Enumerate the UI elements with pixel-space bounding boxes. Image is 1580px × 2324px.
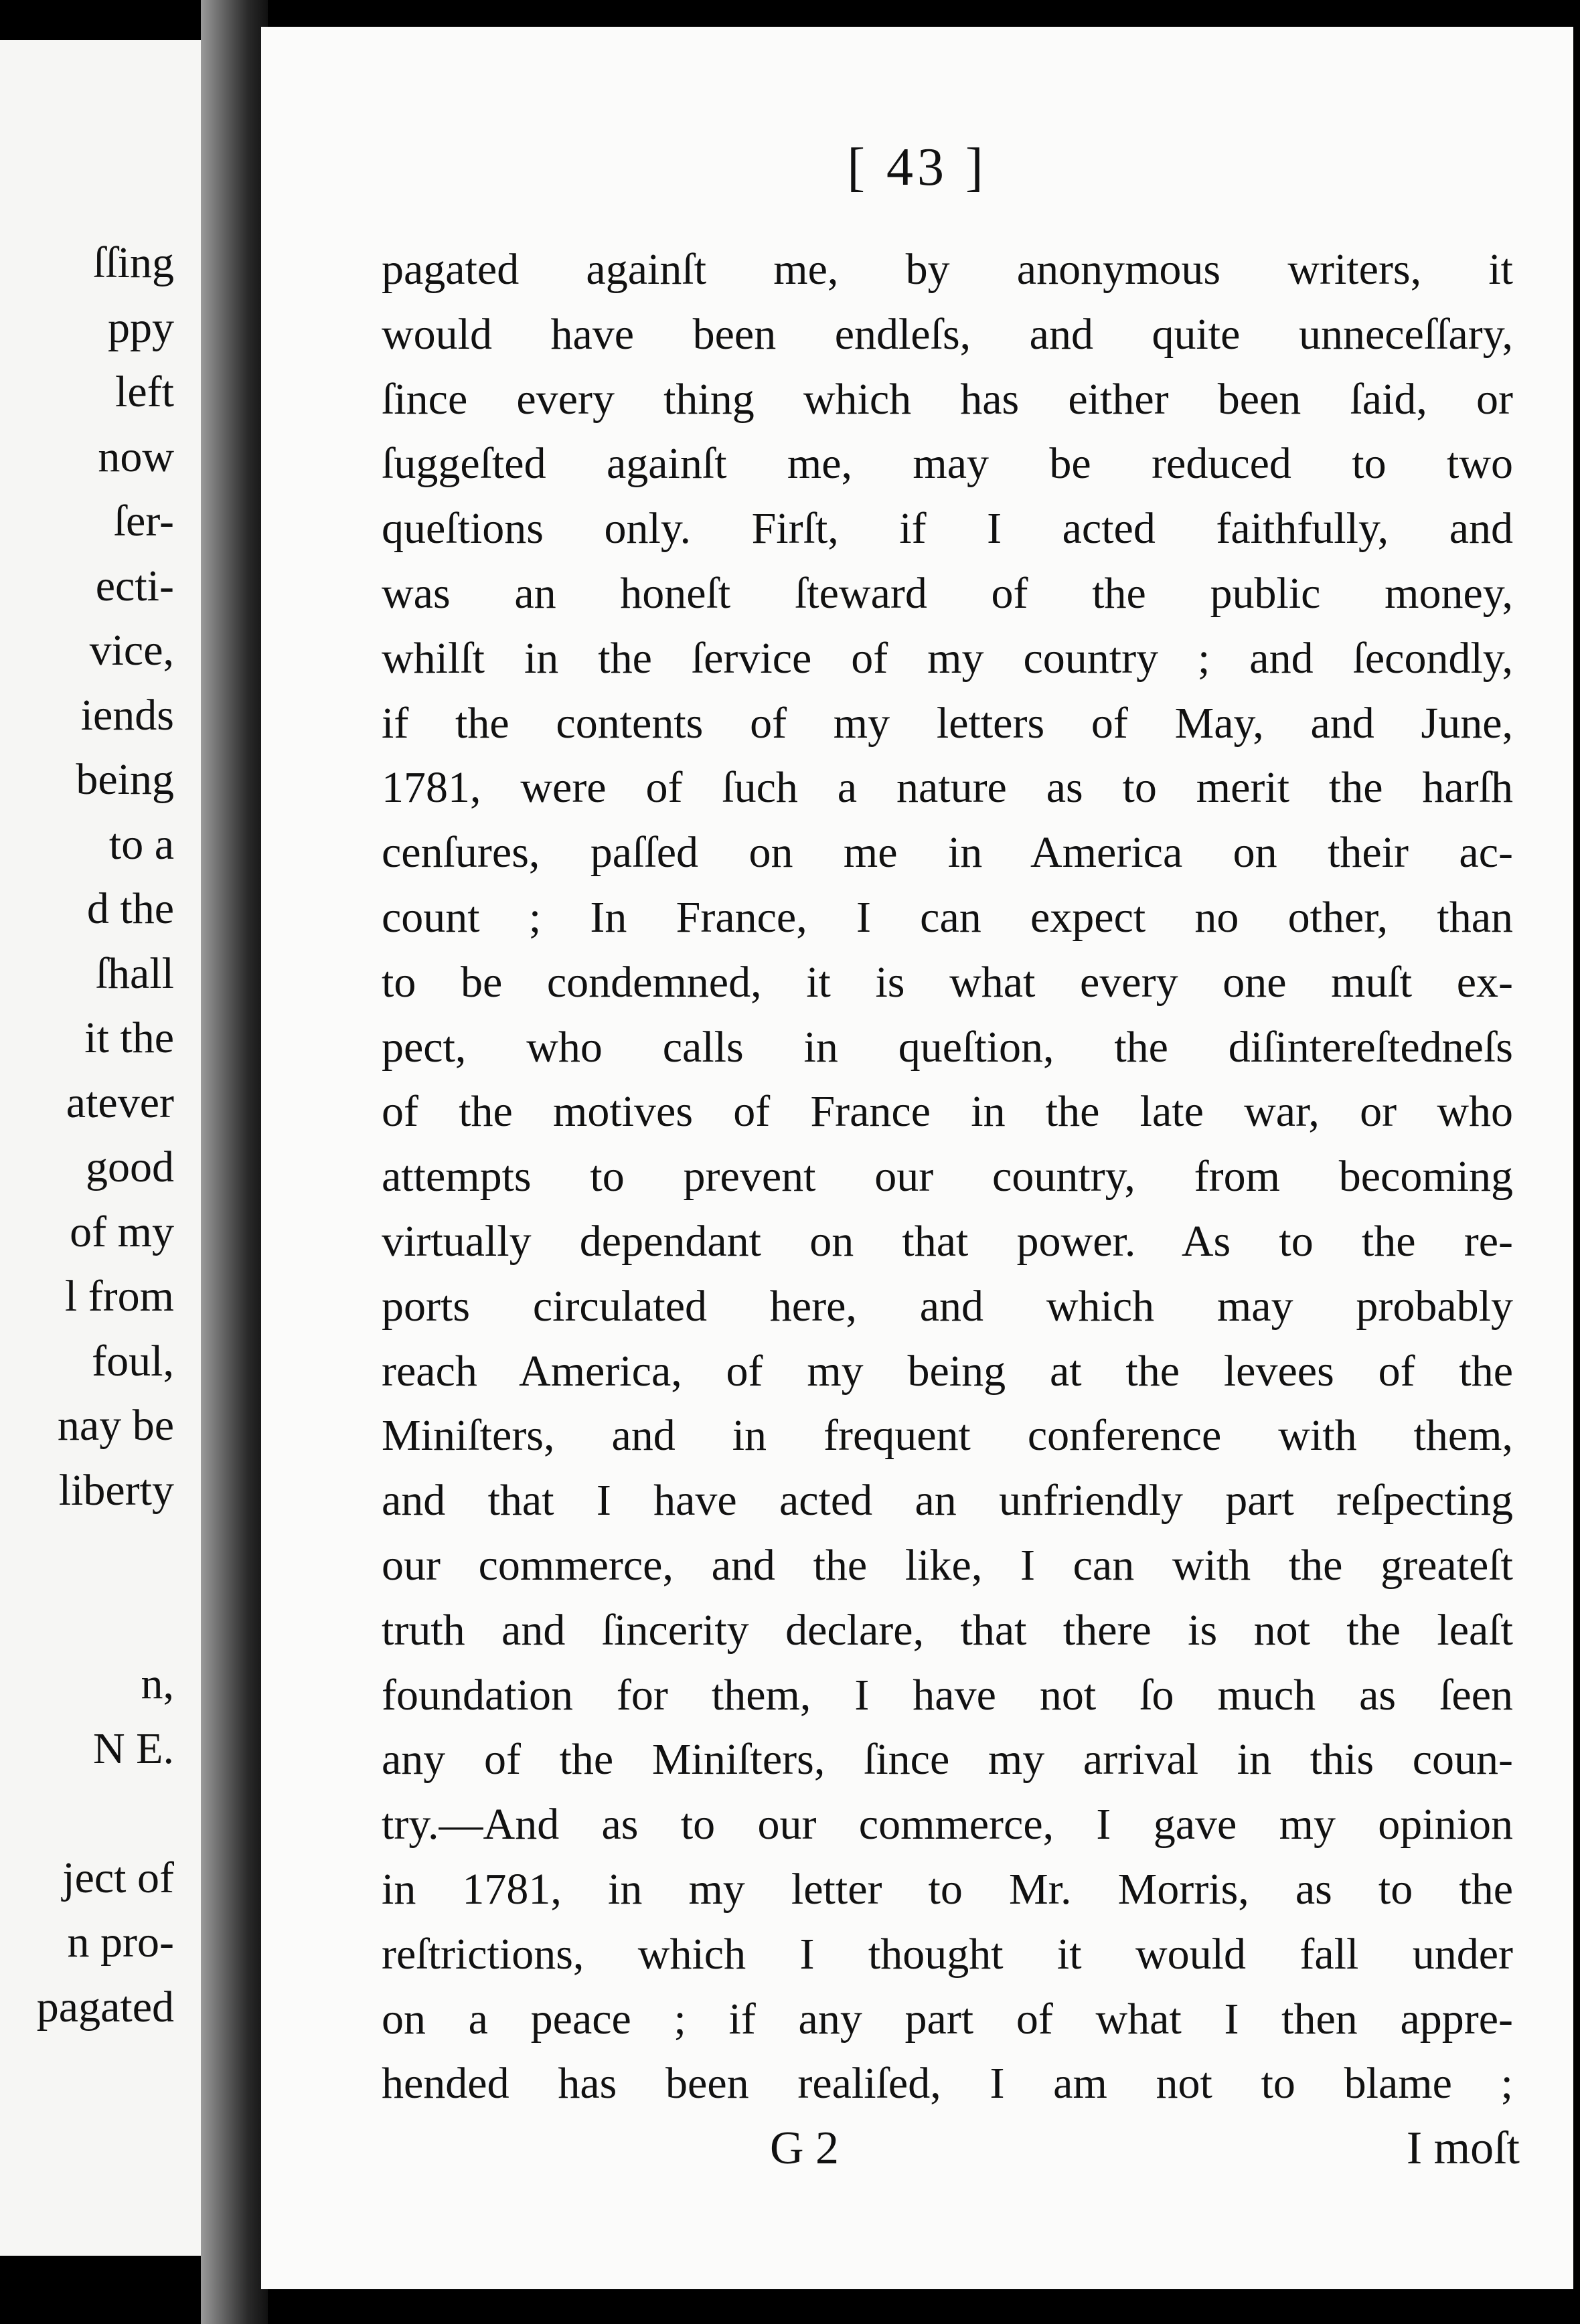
left-page-line: liberty [58,1465,174,1515]
body-line: ports circulated here, and which may probably [382,1281,1513,1331]
left-page-line: n pro- [67,1918,174,1967]
left-page-line: ſſing [92,238,174,287]
left-page-line: l from [64,1272,174,1321]
left-page-line: N E. [93,1724,174,1773]
body-line: ſuggeſted againſt me, may be reduced to two [382,439,1513,489]
body-line: count ; In France, I can expect no other, than [382,893,1513,942]
body-line: foundation for them, I have not ſo much as ſeen [382,1670,1513,1720]
left-page-line: ſhall [95,948,174,998]
left-page-line: now [98,432,174,481]
body-line: queſtions only. Firſt, if I acted faithfully, and [382,504,1513,554]
body-line: any of the Miniſters, ſince my arrival in this coun- [382,1735,1513,1784]
body-line: if the contents of my letters of May, and June, [382,698,1513,748]
body-line: 1781, were of ſuch a nature as to merit the harſh [382,763,1513,813]
body-line: reſtrictions, which I thought it would fall under [382,1929,1513,1979]
catchword: I moſt [1406,2123,1520,2174]
right-page [261,27,1573,2289]
body-line: pagated againſt me, by anonymous writers, it [382,245,1513,294]
body-line: cenſures, paſſed on me in America on their ac- [382,828,1513,878]
left-page-line: of my [70,1207,174,1256]
left-page-margin [0,40,201,2256]
body-line: attempts to prevent our country, from becoming [382,1152,1513,1201]
body-line: on a peace ; if any part of what I then appre- [382,1994,1513,2044]
left-page-line: being [76,755,174,804]
body-line: reach America, of my being at the levees of the [382,1346,1513,1396]
body-line: hended has been realiſed, I am not to blame ; [382,2059,1513,2108]
left-page-line: ecti- [95,561,174,610]
left-page-line: atever [66,1078,174,1127]
left-page-line: vice, [89,626,174,675]
page-number-header: [ 43 ] [847,138,988,197]
body-line: would have been endleſs, and quite unneceſſary, [382,309,1513,359]
left-page-line: to a [108,819,174,869]
left-page-line: left [115,367,174,416]
left-page-line: pagated [36,1982,174,2031]
book-gutter [201,0,268,2324]
left-page-line: good [86,1143,174,1191]
left-page-line: d the [86,884,174,933]
body-line: ſince every thing which has either been ſaid, or [382,374,1513,424]
left-page-line: n, [141,1659,174,1708]
body-line: pect, who calls in queſtion, the diſintereſtedneſs [382,1022,1513,1072]
body-line: our commerce, and the like, I can with the greateſt [382,1541,1513,1590]
body-line: of the motives of France in the late war, or who [382,1087,1513,1137]
signature-mark: G 2 [770,2123,840,2174]
left-page-line: it the [84,1013,174,1062]
body-line: truth and ſincerity declare, that there is not the leaſt [382,1605,1513,1655]
body-line: whilſt in the ſervice of my country ; and ſecondly, [382,633,1513,683]
left-page-line: ſer- [113,497,174,546]
body-line: was an honeſt ſteward of the public money, [382,569,1513,618]
left-page-line: ject of [62,1853,174,1902]
body-line: virtually dependant on that power. As to the re- [382,1217,1513,1266]
body-line: to be condemned, it is what every one muſt ex- [382,957,1513,1007]
left-page-line: ppy [108,303,174,352]
left-page-line: foul, [92,1336,174,1386]
body-line: Miniſters, and in frequent conference with them, [382,1411,1513,1461]
left-page-line: nay be [57,1401,174,1450]
body-line: and that I have acted an unfriendly part reſpecting [382,1476,1513,1525]
body-line: try.—And as to our commerce, I gave my opinion [382,1800,1513,1849]
left-page-line: iends [80,690,174,740]
body-text [261,27,1573,2289]
body-line: in 1781, in my letter to Mr. Morris, as to the [382,1865,1513,1914]
